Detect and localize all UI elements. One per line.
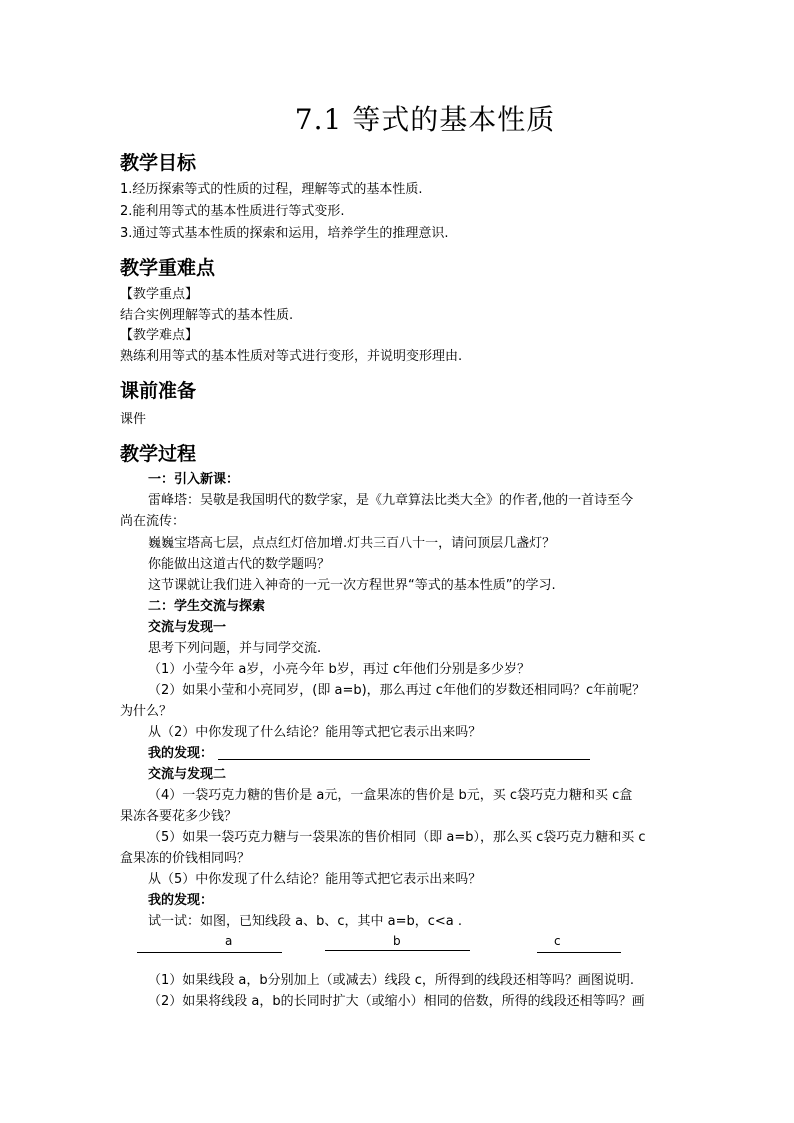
goal-item: 3.通过等式基本性质的探索和运用，培养学生的推理意识.: [120, 226, 449, 241]
discovery2-title: 交流与发现二: [148, 767, 227, 782]
discovery1-title: 交流与发现一: [148, 620, 227, 635]
difficult-text: 熟练利用等式的基本性质对等式进行变形，并说明变形理由.: [120, 349, 463, 364]
key-label: 【教学重点】: [120, 287, 199, 302]
goal-item: 2.能利用等式的基本性质进行等式变形.: [120, 204, 345, 219]
goals-heading: 教学目标: [120, 152, 197, 174]
try-question-1: （1）如果线段 a，b分别加上（或减去）线段 c，所得到的线段还相等吗？画图说明.: [148, 973, 635, 988]
poem-text: 巍巍宝塔高七层，点点红灯倍加增.灯共三百八十一，请问顶层几盏灯？: [148, 536, 556, 551]
my-discovery-label: 我的发现：: [148, 746, 214, 761]
question-1: （1）小莹今年 a岁，小亮今年 b岁，再过 c年他们分别是多少岁？: [148, 662, 531, 677]
part1-title: 一：引入新课：: [148, 472, 240, 487]
from-question-5: 从（5）中你发现了什么结论？能用等式把它表示出来吗？: [148, 872, 482, 887]
ancient-question: 你能做出这道古代的数学题吗？: [148, 557, 331, 572]
key-text: 结合实例理解等式的基本性质.: [120, 308, 294, 323]
key-points-heading: 教学重难点: [120, 257, 216, 279]
try-it-text: 试一试：如图，已知线段 a、b、c，其中 a=b，c<a .: [148, 914, 463, 929]
answer-blank-line: [218, 759, 590, 760]
question-4: （4）一袋巧克力糖的售价是 a元，一盒果冻的售价是 b元，买 c袋巧克力糖和买 c盒: [148, 788, 633, 803]
difficult-label: 【教学难点】: [120, 328, 199, 343]
segment-c: [537, 952, 621, 953]
intro-paragraph: 雷峰塔：吴敬是我国明代的数学家，是《九章算法比类大全》的作者,他的一首诗至今: [148, 493, 634, 508]
question-2: （2）如果小莹和小亮同岁，(即 a=b)，那么再过 c年他们的岁数还相同吗？c年前呢？: [148, 683, 646, 698]
segment-a-label: a: [225, 934, 233, 948]
segment-b: [325, 950, 470, 951]
intro-end: 这节课就让我们进入神奇的一元一次方程世界“等式的基本性质”的学习.: [148, 578, 556, 593]
goal-item: 1.经历探索等式的性质的过程，理解等式的基本性质.: [120, 182, 423, 197]
prep-text: 课件: [120, 412, 147, 427]
segment-c-label: c: [554, 934, 561, 948]
think-instruction: 思考下列问题，并与同学交流.: [148, 641, 322, 656]
question-5: （5）如果一袋巧克力糖与一袋果冻的售价相同（即 a=b），那么买 c袋巧克力糖和买 c: [148, 830, 646, 845]
question-5-cont: 盒果冻的价钱相同吗？: [120, 851, 251, 866]
process-heading: 教学过程: [120, 443, 197, 465]
try-question-2: （2）如果将线段 a，b的长同时扩大（或缩小）相同的倍数，所得的线段还相等吗？画: [148, 994, 645, 1009]
question-2-cont: 为什么？: [120, 704, 173, 719]
question-4-cont: 果冻各要花多少钱？: [120, 809, 238, 824]
segment-b-label: b: [393, 934, 401, 948]
prep-heading: 课前准备: [120, 380, 197, 402]
intro-paragraph-cont: 尚在流传：: [120, 514, 186, 529]
page-title: 7.1 等式的基本性质: [294, 103, 556, 136]
my-discovery-label-2: 我的发现：: [148, 893, 214, 908]
segment-a: [137, 952, 282, 953]
part2-title: 二：学生交流与探索: [148, 599, 266, 614]
from-question-2: 从（2）中你发现了什么结论？能用等式把它表示出来吗？: [148, 725, 482, 740]
